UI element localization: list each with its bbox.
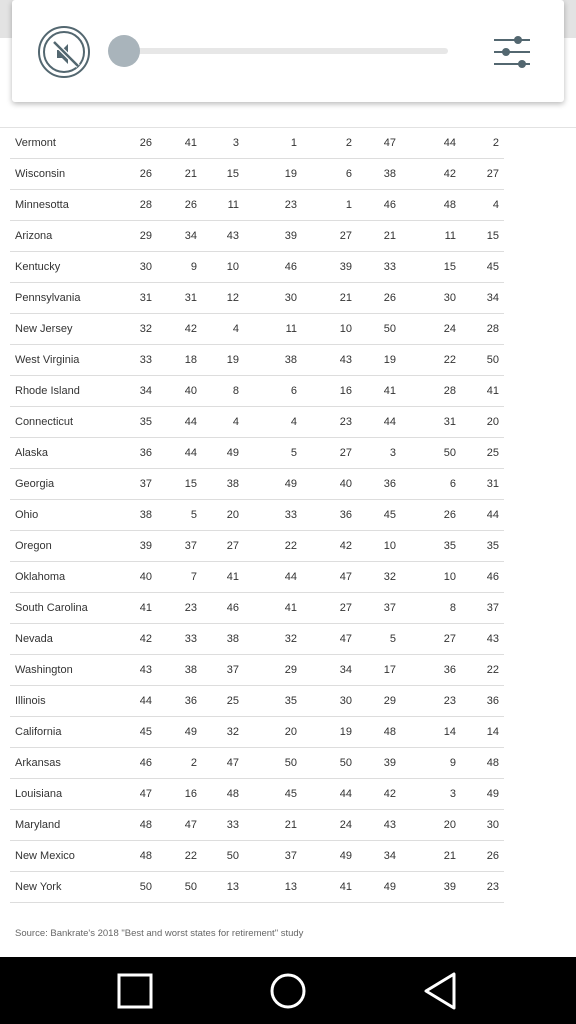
table-row — [10, 624, 504, 655]
state-name-cell: Connecticut — [15, 416, 74, 428]
rank-cell: 36 — [383, 478, 396, 490]
rank-cell: 14 — [443, 726, 456, 738]
table-row — [10, 872, 504, 903]
rank-cell: 27 — [339, 602, 352, 614]
rank-cell: 44 — [383, 416, 396, 428]
rank-cell: 30 — [443, 292, 456, 304]
rank-cell: 42 — [383, 788, 396, 800]
table-row — [10, 841, 504, 872]
playback-progress-thumb[interactable] — [108, 35, 140, 67]
rankings-table — [10, 128, 504, 903]
rank-cell: 34 — [486, 292, 499, 304]
table-row — [10, 376, 504, 407]
rank-cell: 48 — [383, 726, 396, 738]
rank-cell: 32 — [226, 726, 239, 738]
sliders-icon — [492, 34, 532, 70]
rank-cell: 11 — [227, 199, 239, 211]
rank-cell: 8 — [449, 602, 456, 614]
rank-cell: 37 — [184, 540, 197, 552]
state-name-cell: South Carolina — [15, 602, 88, 614]
table-row — [10, 748, 504, 779]
rank-cell: 44 — [486, 509, 499, 521]
rank-cell: 19 — [339, 726, 352, 738]
rank-cell: 46 — [383, 199, 396, 211]
rank-cell: 35 — [284, 695, 297, 707]
rank-cell: 27 — [339, 230, 352, 242]
rank-cell: 35 — [443, 540, 456, 552]
state-name-cell: New Jersey — [15, 323, 73, 335]
rank-cell: 10 — [339, 323, 352, 335]
rank-cell: 47 — [339, 633, 352, 645]
rank-cell: 36 — [486, 695, 499, 707]
rank-cell: 41 — [139, 602, 152, 614]
state-name-cell: Ohio — [15, 509, 39, 521]
state-name-cell: Arizona — [15, 230, 53, 242]
rank-cell: 46 — [486, 571, 499, 583]
rank-cell: 48 — [139, 819, 152, 831]
playback-progress-track[interactable] — [108, 48, 448, 54]
home-button[interactable] — [266, 970, 310, 1012]
rank-cell: 23 — [184, 602, 197, 614]
table-row — [10, 593, 504, 624]
state-name-cell: Illinois — [15, 695, 46, 707]
table-row — [10, 531, 504, 562]
table-row — [10, 562, 504, 593]
rank-cell: 28 — [443, 385, 456, 397]
rank-cell: 26 — [383, 292, 396, 304]
rank-cell: 19 — [284, 168, 297, 180]
rank-cell: 38 — [226, 633, 239, 645]
rank-cell: 10 — [226, 261, 239, 273]
rank-cell: 44 — [284, 571, 297, 583]
state-name-cell: Nevada — [15, 633, 53, 645]
rank-cell: 21 — [284, 819, 297, 831]
rank-cell: 45 — [284, 788, 297, 800]
rank-cell: 5 — [190, 509, 197, 521]
table-row — [10, 438, 504, 469]
rank-cell: 37 — [284, 850, 297, 862]
rank-cell: 43 — [339, 354, 352, 366]
state-name-cell: Alaska — [15, 447, 49, 459]
rank-cell: 26 — [443, 509, 456, 521]
rank-cell: 22 — [184, 850, 197, 862]
rank-cell: 47 — [383, 137, 396, 149]
rank-cell: 46 — [284, 261, 297, 273]
state-name-cell: Maryland — [15, 819, 61, 831]
rank-cell: 7 — [190, 571, 197, 583]
table-row — [10, 686, 504, 717]
rank-cell: 1 — [345, 199, 352, 211]
table-row — [10, 128, 504, 159]
rank-cell: 44 — [184, 416, 197, 428]
rank-cell: 44 — [139, 695, 152, 707]
rank-cell: 50 — [284, 757, 297, 769]
rank-cell: 47 — [226, 757, 239, 769]
rank-cell: 43 — [383, 819, 396, 831]
settings-button[interactable] — [492, 34, 532, 70]
rank-cell: 27 — [339, 447, 352, 459]
rank-cell: 50 — [139, 881, 152, 893]
table-row — [10, 810, 504, 841]
rank-cell: 49 — [226, 447, 239, 459]
rank-cell: 37 — [486, 602, 499, 614]
rank-cell: 3 — [389, 447, 396, 459]
rank-cell: 31 — [443, 416, 456, 428]
rank-cell: 26 — [139, 168, 152, 180]
rank-cell: 34 — [339, 664, 352, 676]
rank-cell: 30 — [139, 261, 152, 273]
rank-cell: 21 — [443, 850, 456, 862]
rank-cell: 33 — [139, 354, 152, 366]
rank-cell: 3 — [232, 137, 239, 149]
table-row — [10, 469, 504, 500]
rank-cell: 21 — [383, 230, 396, 242]
rank-cell: 38 — [383, 168, 396, 180]
rank-cell: 23 — [486, 881, 499, 893]
rank-cell: 50 — [486, 354, 499, 366]
rank-cell: 48 — [139, 850, 152, 862]
rank-cell: 21 — [184, 168, 197, 180]
rank-cell: 33 — [184, 633, 197, 645]
rank-cell: 43 — [486, 633, 499, 645]
rank-cell: 25 — [486, 447, 499, 459]
state-name-cell: Kentucky — [15, 261, 61, 273]
rank-cell: 16 — [184, 788, 197, 800]
state-name-cell: Louisiana — [15, 788, 63, 800]
rank-cell: 44 — [443, 137, 456, 149]
rank-cell: 41 — [383, 385, 396, 397]
rank-cell: 26 — [184, 199, 197, 211]
rank-cell: 13 — [226, 881, 239, 893]
rank-cell: 39 — [284, 230, 297, 242]
rank-cell: 35 — [486, 540, 499, 552]
state-name-cell: Oregon — [15, 540, 52, 552]
rank-cell: 49 — [486, 788, 499, 800]
rank-cell: 31 — [139, 292, 152, 304]
table-row — [10, 779, 504, 810]
rank-cell: 20 — [226, 509, 239, 521]
rank-cell: 15 — [184, 478, 197, 490]
rank-cell: 45 — [383, 509, 396, 521]
rank-cell: 44 — [339, 788, 352, 800]
rank-cell: 48 — [443, 199, 456, 211]
rank-cell: 41 — [226, 571, 239, 583]
recents-button[interactable] — [113, 970, 157, 1012]
rank-cell: 49 — [383, 881, 396, 893]
rank-cell: 50 — [226, 850, 239, 862]
rank-cell: 50 — [383, 323, 396, 335]
table-row — [10, 159, 504, 190]
rank-cell: 37 — [226, 664, 239, 676]
rank-cell: 27 — [486, 168, 499, 180]
rank-cell: 14 — [486, 726, 499, 738]
android-navigation-bar — [0, 957, 576, 1024]
state-name-cell: Pennsylvania — [15, 292, 81, 304]
rank-cell: 22 — [284, 540, 297, 552]
rank-cell: 26 — [486, 850, 499, 862]
rank-cell: 16 — [339, 385, 352, 397]
rank-cell: 15 — [443, 261, 456, 273]
rank-cell: 36 — [139, 447, 152, 459]
state-name-cell: Wisconsin — [15, 168, 66, 180]
rank-cell: 49 — [184, 726, 197, 738]
rank-cell: 30 — [284, 292, 297, 304]
rank-cell: 8 — [232, 385, 239, 397]
rank-cell: 49 — [284, 478, 297, 490]
rank-cell: 38 — [284, 354, 297, 366]
table-row — [10, 190, 504, 221]
rank-cell: 47 — [139, 788, 152, 800]
rank-cell: 36 — [443, 664, 456, 676]
rank-cell: 39 — [383, 757, 396, 769]
rank-cell: 50 — [443, 447, 456, 459]
rank-cell: 48 — [486, 757, 499, 769]
table-row — [10, 407, 504, 438]
rank-cell: 43 — [139, 664, 152, 676]
rank-cell: 38 — [184, 664, 197, 676]
rank-cell: 41 — [184, 137, 197, 149]
rank-cell: 31 — [486, 478, 499, 490]
square-recents-icon — [113, 970, 157, 1012]
rank-cell: 28 — [486, 323, 499, 335]
rank-cell: 12 — [226, 292, 239, 304]
mute-button[interactable] — [38, 26, 90, 78]
state-name-cell: Arkansas — [15, 757, 61, 769]
table-row — [10, 500, 504, 531]
rank-cell: 4 — [232, 416, 239, 428]
rank-cell: 47 — [184, 819, 197, 831]
rank-cell: 36 — [184, 695, 197, 707]
rank-cell: 10 — [383, 540, 396, 552]
rank-cell: 9 — [449, 757, 456, 769]
rank-cell: 29 — [284, 664, 297, 676]
table-row — [10, 283, 504, 314]
state-name-cell: Rhode Island — [15, 385, 80, 397]
table-row — [10, 221, 504, 252]
rank-cell: 3 — [449, 788, 456, 800]
state-name-cell: Oklahoma — [15, 571, 66, 583]
triangle-back-icon — [418, 970, 462, 1012]
rank-cell: 32 — [284, 633, 297, 645]
rank-cell: 31 — [184, 292, 197, 304]
state-name-cell: New York — [15, 881, 62, 893]
rank-cell: 41 — [486, 385, 499, 397]
rank-cell: 38 — [226, 478, 239, 490]
rank-cell: 42 — [339, 540, 352, 552]
rank-cell: 34 — [383, 850, 396, 862]
rank-cell: 9 — [190, 261, 197, 273]
rank-cell: 2 — [190, 757, 197, 769]
state-name-cell: New Mexico — [15, 850, 75, 862]
rank-cell: 30 — [339, 695, 352, 707]
rank-cell: 6 — [345, 168, 352, 180]
rank-cell: 45 — [139, 726, 152, 738]
rank-cell: 41 — [284, 602, 297, 614]
rank-cell: 45 — [486, 261, 499, 273]
back-button[interactable] — [418, 970, 462, 1012]
table-row — [10, 655, 504, 686]
rank-cell: 47 — [339, 571, 352, 583]
rank-cell: 23 — [443, 695, 456, 707]
rank-cell: 13 — [284, 881, 297, 893]
rank-cell: 40 — [339, 478, 352, 490]
rank-cell: 32 — [383, 571, 396, 583]
rank-cell: 15 — [226, 168, 239, 180]
rank-cell: 46 — [226, 602, 239, 614]
rank-cell: 34 — [184, 230, 197, 242]
rank-cell: 39 — [443, 881, 456, 893]
rank-cell: 42 — [443, 168, 456, 180]
rank-cell: 4 — [232, 323, 239, 335]
rank-cell: 27 — [443, 633, 456, 645]
rank-cell: 39 — [139, 540, 152, 552]
rank-cell: 25 — [226, 695, 239, 707]
rank-cell: 28 — [139, 199, 152, 211]
source-caption: Source: Bankrate's 2018 "Best and worst states for retirement" study — [15, 928, 304, 939]
rank-cell: 37 — [139, 478, 152, 490]
table-row — [10, 252, 504, 283]
rank-cell: 24 — [339, 819, 352, 831]
rank-cell: 40 — [139, 571, 152, 583]
rank-cell: 5 — [389, 633, 396, 645]
circle-home-icon — [266, 970, 310, 1012]
rank-cell: 41 — [339, 881, 352, 893]
state-name-cell: West Virginia — [15, 354, 80, 366]
rank-cell: 23 — [339, 416, 352, 428]
rank-cell: 2 — [492, 137, 499, 149]
state-name-cell: Minnesotta — [15, 199, 69, 211]
rank-cell: 11 — [285, 323, 297, 335]
rank-cell: 38 — [139, 509, 152, 521]
rank-cell: 50 — [184, 881, 197, 893]
rank-cell: 46 — [139, 757, 152, 769]
rank-cell: 20 — [443, 819, 456, 831]
rank-cell: 18 — [184, 354, 197, 366]
rank-cell: 50 — [339, 757, 352, 769]
rank-cell: 49 — [339, 850, 352, 862]
rank-cell: 37 — [383, 602, 396, 614]
state-name-cell: Georgia — [15, 478, 55, 490]
rank-cell: 6 — [449, 478, 456, 490]
rank-cell: 44 — [184, 447, 197, 459]
speaker-muted-icon — [40, 28, 92, 80]
rank-cell: 6 — [290, 385, 297, 397]
rank-cell: 40 — [184, 385, 197, 397]
rank-cell: 32 — [139, 323, 152, 335]
rank-cell: 11 — [444, 230, 456, 242]
rank-cell: 26 — [139, 137, 152, 149]
rank-cell: 17 — [383, 664, 396, 676]
rank-cell: 22 — [486, 664, 499, 676]
table-row — [10, 717, 504, 748]
state-name-cell: California — [15, 726, 62, 738]
rank-cell: 1 — [290, 137, 297, 149]
rank-cell: 30 — [486, 819, 499, 831]
rank-cell: 15 — [486, 230, 499, 242]
rank-cell: 22 — [443, 354, 456, 366]
rank-cell: 42 — [184, 323, 197, 335]
rank-cell: 34 — [139, 385, 152, 397]
state-name-cell: Vermont — [15, 137, 56, 149]
rank-cell: 19 — [383, 354, 396, 366]
rank-cell: 20 — [486, 416, 499, 428]
rank-cell: 48 — [226, 788, 239, 800]
rank-cell: 36 — [339, 509, 352, 521]
rank-cell: 35 — [139, 416, 152, 428]
rank-cell: 42 — [139, 633, 152, 645]
rank-cell: 43 — [226, 230, 239, 242]
table-row — [10, 345, 504, 376]
rank-cell: 23 — [284, 199, 297, 211]
rank-cell: 27 — [226, 540, 239, 552]
rank-cell: 5 — [290, 447, 297, 459]
rank-cell: 33 — [226, 819, 239, 831]
rank-cell: 19 — [226, 354, 239, 366]
rank-cell: 33 — [383, 261, 396, 273]
rank-cell: 10 — [443, 571, 456, 583]
rank-cell: 20 — [284, 726, 297, 738]
media-player-card — [12, 0, 564, 102]
rank-cell: 29 — [383, 695, 396, 707]
rank-cell: 4 — [492, 199, 499, 211]
rank-cell: 33 — [284, 509, 297, 521]
rank-cell: 21 — [339, 292, 352, 304]
rank-cell: 29 — [139, 230, 152, 242]
rank-cell: 24 — [443, 323, 456, 335]
table-row — [10, 314, 504, 345]
rank-cell: 39 — [339, 261, 352, 273]
rank-cell: 2 — [345, 137, 352, 149]
rank-cell: 4 — [290, 416, 297, 428]
state-name-cell: Washington — [15, 664, 73, 676]
